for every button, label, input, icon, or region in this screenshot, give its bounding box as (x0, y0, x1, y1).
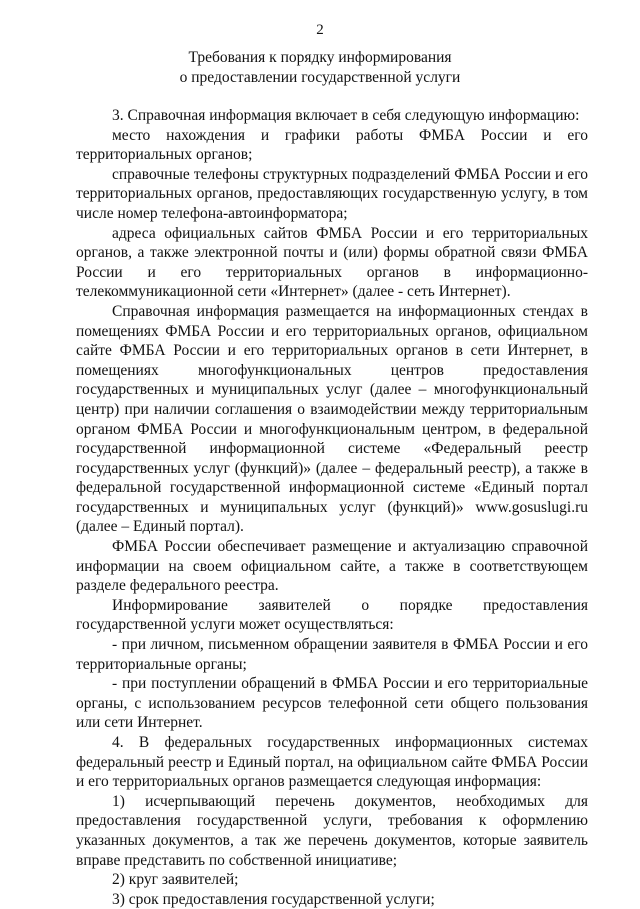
paragraph: Информирование заявителей о порядке предоставления государственной услуги может осуществляться: (76, 596, 588, 634)
paragraph: место нахождения и графики работы ФМБА России и его территориальных органов; (76, 126, 588, 164)
paragraph: Справочная информация размещается на информационных стендах в помещениях ФМБА России и его территориальных органов, официальном сайте ФМБА России и его территориальных органов в сети Интернет, в помещениях многофункциональных центров предоставления государственных и муниципальных услуг (далее – многофункциональный центр) при наличии соглашения о взаимодействии между территориальным органом ФМБА России и многофункциональным центром, в федеральной государственной информационной системе «Федеральный реестр государственных услуг (функций)» (далее – федеральный реестр), а также в федеральной государственной информационной системе «Единый портал государственных и муниципальных услуг (функций)» www.gosuslugi.ru (далее – Единый портал). (76, 302, 588, 536)
paragraph: справочные телефоны структурных подразделений ФМБА России и его территориальных органов, предоставляющих государственную услугу, в том числе номер телефона-автоинформатора; (76, 165, 588, 222)
document-body (76, 106, 588, 909)
paragraph: - при личном, письменном обращении заявителя в ФМБА России и его территориальные органы; (76, 636, 588, 673)
paragraph: ФМБА России обеспечивает размещение и актуализацию справочной информации на своем официальном сайте, а также в соответствующем разделе федерального реестра. (76, 538, 588, 595)
section-title (0, 48, 640, 88)
paragraph: 2) круг заявителей; (112, 871, 239, 889)
paragraph: адреса официальных сайтов ФМБА России и его территориальных органов, а также электронной почты и (или) формы обратной связи ФМБА России и его территориальных органов в информационно-телекоммуникационной сети «Интернет» (далее - сеть Интернет). (76, 224, 588, 301)
section-title-line-1: Требования к порядку информирования (188, 49, 452, 66)
paragraph: 3) срок предоставления государственной услуги; (112, 890, 435, 908)
section-title-line-2: о предоставлении государственной услуги (179, 69, 461, 86)
paragraph: 4. В федеральных государственных информационных системах федеральный реестр и Единый портал, на официальном сайте ФМБА России и его территориальных органов размещается следующая информация: (76, 734, 588, 791)
page-number: 2 (316, 22, 324, 38)
paragraph: 3. Справочная информация включает в себя следующую информацию: (112, 107, 580, 124)
paragraph: - при поступлении обращений в ФМБА России и его территориальные органы, с использованием ресурсов телефонной сети общего пользования или сети Интернет. (76, 675, 588, 732)
paragraph: 1) исчерпывающий перечень документов, необходимых для предоставления государственной услуги, требования к оформлению указанных документов, а так же перечень документов, которые заявитель вправе представить по собственной инициативе; (76, 792, 588, 869)
